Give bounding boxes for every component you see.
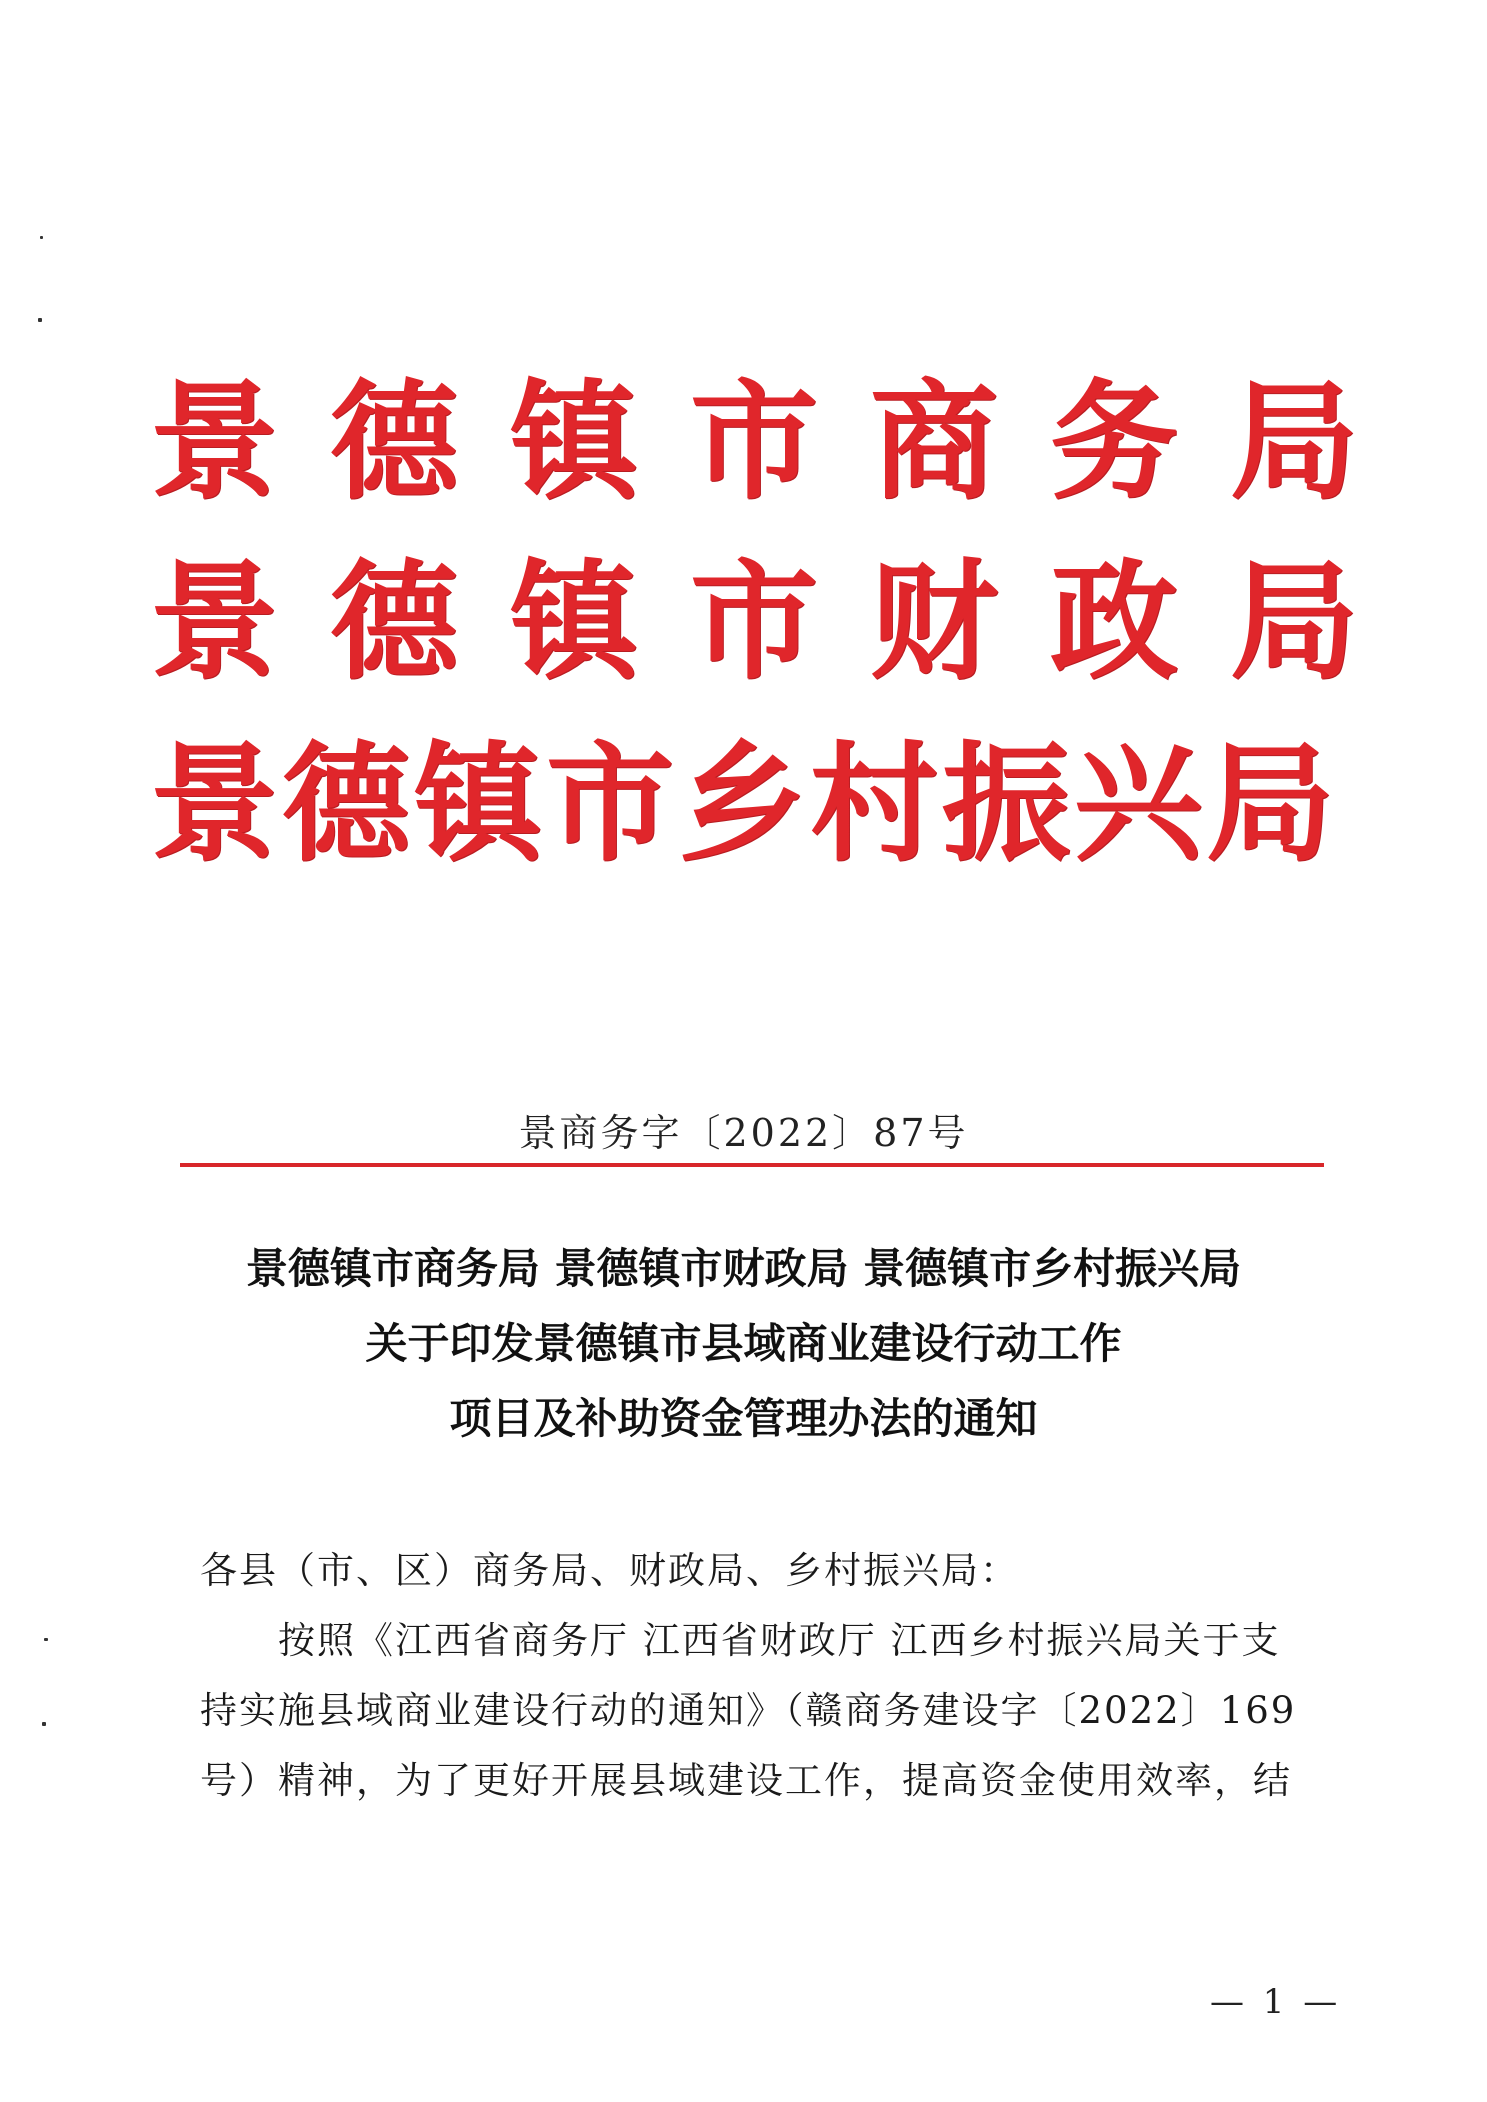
scan-speck bbox=[42, 1722, 46, 1726]
scan-speck bbox=[44, 1638, 48, 1641]
scan-speck bbox=[40, 236, 43, 239]
document-number: 景商务字〔2022〕87号 bbox=[518, 1111, 969, 1155]
body-paragraph-line-3: 号）精神，为了更好开展县域建设工作，提高资金使用效率，结 bbox=[200, 1759, 1292, 1802]
red-separator-line bbox=[180, 1163, 1324, 1167]
masthead-line-rural-revitalization: 景德镇市乡村振兴局 bbox=[150, 729, 1339, 879]
masthead-line-commerce: 景德镇市商务局 bbox=[150, 367, 1411, 517]
title-line-1: 景德镇市商务局 景德镇市财政局 景德镇市乡村振兴局 bbox=[245, 1244, 1242, 1293]
body-salutation: 各县（市、区）商务局、财政局、乡村振兴局： bbox=[200, 1549, 1019, 1592]
title-line-3: 项目及补助资金管理办法的通知 bbox=[449, 1394, 1038, 1443]
title-line-2: 关于印发景德镇市县域商业建设行动工作 bbox=[365, 1319, 1122, 1368]
body-paragraph-line-2: 持实施县域商业建设行动的通知》（赣商务建设字〔2022〕169 bbox=[200, 1689, 1297, 1732]
body-paragraph-line-1: 按照《江西省商务厅 江西省财政厅 江西乡村振兴局关于支 bbox=[278, 1619, 1281, 1662]
scan-speck bbox=[38, 318, 42, 322]
page-number: — 1 — bbox=[1210, 1982, 1342, 2022]
masthead-line-finance: 景德镇市财政局 bbox=[150, 547, 1411, 697]
